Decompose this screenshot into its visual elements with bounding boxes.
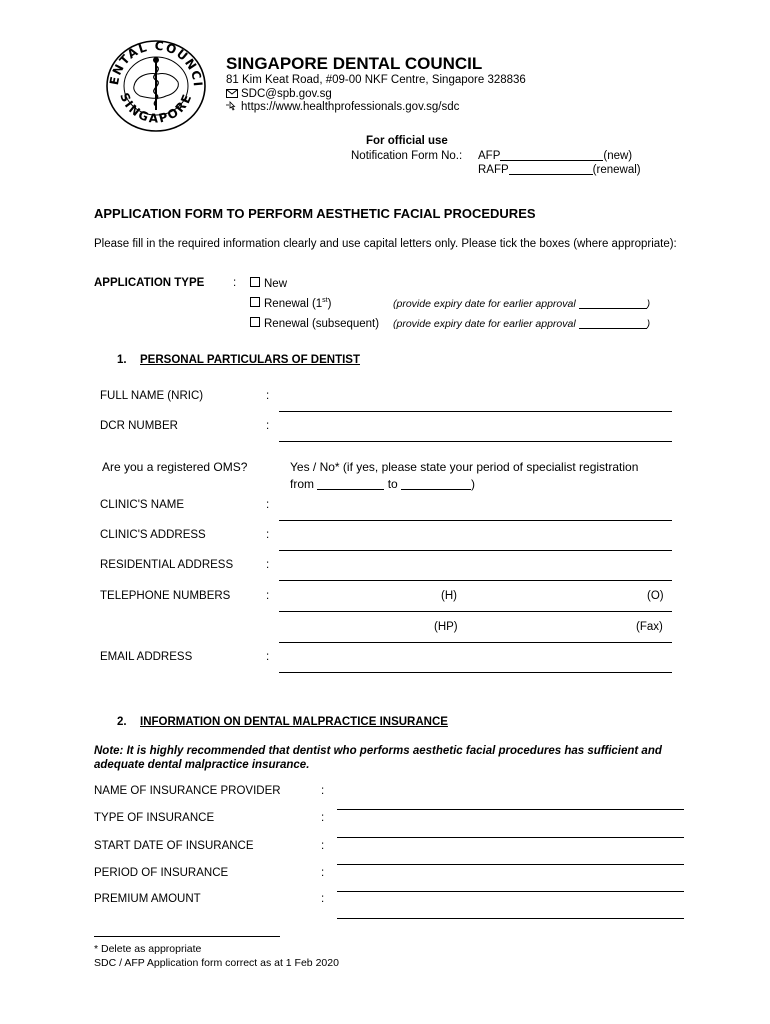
option-new-label: New (264, 278, 288, 290)
footnote-version: SDC / AFP Application form correct as at 1 Feb 2020 (94, 957, 339, 969)
clinic-address-field[interactable] (279, 550, 672, 551)
renewal-first-close: ) (327, 298, 332, 310)
afp-row (478, 150, 632, 162)
section2-title: INFORMATION ON DENTAL MALPRACTICE INSURANCE (140, 716, 448, 728)
insurance-note: Note: It is highly recommended that dentist who performs aesthetic facial procedures has sufficient and adequate dental malpractice insurance. (94, 745, 662, 771)
insurance-start-colon: : (321, 840, 325, 852)
premium-amount-colon: : (321, 893, 325, 905)
afp-label: AFP (478, 150, 501, 162)
insurance-type-label: TYPE OF INSURANCE (94, 812, 215, 824)
oms-answer: Yes / No* (if yes, please state your period of specialist registration (290, 460, 639, 474)
oms-from-field[interactable] (317, 489, 384, 490)
expiry-note-subsequent (393, 318, 650, 330)
renewal-first-sup: st (322, 297, 328, 305)
renewal-subsequent-label: Renewal (subsequent) (264, 318, 380, 330)
oms-from-label: from (290, 477, 314, 491)
council-email[interactable]: SDC@spb.gov.sg (241, 88, 332, 100)
form-title: APPLICATION FORM TO PERFORM AESTHETIC FACIAL PROCEDURES (94, 206, 536, 221)
council-email-row (226, 88, 332, 101)
svg-text:DENTAL COUNCIL: ENTAL COUNCI (106, 38, 206, 89)
form-instructions: Please fill in the required information clearly and use capital letters only. Please tick the boxes (where appropriate): (94, 238, 677, 250)
council-name: SINGAPORE DENTAL COUNCIL (226, 54, 483, 73)
expiry-date-field-first[interactable] (579, 308, 647, 309)
rafp-number-field[interactable] (509, 174, 593, 175)
oms-question: Are you a registered OMS? (102, 460, 248, 474)
notification-label: Notification Form No.: (351, 150, 463, 162)
clinic-address-label: CLINIC'S ADDRESS (100, 529, 206, 541)
dcr-number-colon: : (266, 420, 270, 432)
insurance-period-colon: : (321, 867, 325, 879)
expiry-close: ) (646, 298, 651, 310)
section1-number: 1. (117, 354, 127, 366)
tel-fax-label: (Fax) (636, 621, 663, 633)
insurance-start-label: START DATE OF INSURANCE (94, 840, 254, 852)
rafp-row (478, 164, 641, 176)
renewal-first-label: Renewal (1 (264, 298, 323, 310)
option-renewal-subsequent[interactable] (250, 317, 379, 330)
expiry-note-text: (provide expiry date for earlier approval (393, 318, 576, 330)
option-new[interactable] (250, 277, 287, 290)
option-renewal-first[interactable] (250, 297, 331, 310)
tel-home-office-field[interactable] (279, 611, 672, 612)
mouse-pointer-icon (226, 101, 238, 114)
premium-amount-label: PREMIUM AMOUNT (94, 893, 201, 905)
tel-mobile-label: (HP) (434, 621, 458, 633)
footnote-divider (94, 936, 280, 937)
council-website-row (226, 101, 459, 114)
residential-address-colon: : (266, 559, 270, 571)
insurance-provider-field[interactable] (337, 809, 684, 810)
residential-address-label: RESIDENTIAL ADDRESS (100, 559, 234, 571)
telephone-label: TELEPHONE NUMBERS (100, 590, 231, 602)
council-address: 81 Kim Keat Road, #09-00 NKF Centre, Singapore 328836 (226, 74, 526, 86)
expiry-note-first (393, 298, 650, 310)
email-field[interactable] (279, 672, 672, 673)
full-name-field[interactable] (279, 411, 672, 412)
insurance-start-field[interactable] (337, 864, 684, 865)
section2-number: 2. (117, 716, 127, 728)
dcr-number-label: DCR NUMBER (100, 420, 178, 432)
official-use-heading: For official use (366, 135, 448, 147)
insurance-provider-colon: : (321, 785, 325, 797)
expiry-close: ) (646, 318, 651, 330)
insurance-type-colon: : (321, 812, 325, 824)
council-website[interactable]: https://www.healthprofessionals.gov.sg/sdc (241, 101, 460, 113)
clinic-address-colon: : (266, 529, 270, 541)
afp-number-field[interactable] (500, 160, 603, 161)
afp-suffix: (new) (603, 150, 633, 162)
application-type-label: APPLICATION TYPE (94, 277, 205, 289)
insurance-period-label: PERIOD OF INSURANCE (94, 867, 229, 879)
telephone-colon: : (266, 590, 270, 602)
rafp-label: RAFP (478, 164, 509, 176)
section1-title: PERSONAL PARTICULARS OF DENTIST (140, 354, 360, 366)
expiry-date-field-subsequent[interactable] (579, 328, 647, 329)
insurance-provider-label: NAME OF INSURANCE PROVIDER (94, 785, 281, 797)
full-name-colon: : (266, 390, 270, 402)
clinic-name-field[interactable] (279, 520, 672, 521)
oms-to-field[interactable] (401, 489, 471, 490)
tel-home-label: (H) (441, 590, 457, 602)
oms-to-label: to (387, 477, 398, 491)
insurance-period-field[interactable] (337, 891, 684, 892)
oms-close: ) (471, 477, 476, 491)
oms-period-row (290, 477, 475, 491)
full-name-label: FULL NAME (NRIC) (100, 390, 204, 402)
residential-address-field[interactable] (279, 580, 672, 581)
renewal-subsequent-checkbox[interactable] (250, 317, 260, 327)
envelope-icon (226, 89, 238, 101)
application-type-colon: : (233, 277, 237, 289)
tel-office-label: (O) (647, 590, 664, 602)
email-label: EMAIL ADDRESS (100, 651, 193, 663)
dcr-number-field[interactable] (279, 441, 672, 442)
renewal-first-checkbox[interactable] (250, 297, 260, 307)
council-logo (104, 36, 208, 132)
svg-text:SINGAPORE: SINGAPORE (117, 90, 195, 126)
rafp-suffix: (renewal) (592, 164, 641, 176)
clinic-name-label: CLINIC'S NAME (100, 499, 184, 511)
email-colon: : (266, 651, 270, 663)
tel-mobile-fax-field[interactable] (279, 642, 672, 643)
footnote-delete: * Delete as appropriate (94, 943, 202, 955)
clinic-name-colon: : (266, 499, 270, 511)
premium-amount-field[interactable] (337, 918, 684, 919)
new-checkbox[interactable] (250, 277, 260, 287)
expiry-note-text: (provide expiry date for earlier approval (393, 298, 576, 310)
insurance-type-field[interactable] (337, 837, 684, 838)
